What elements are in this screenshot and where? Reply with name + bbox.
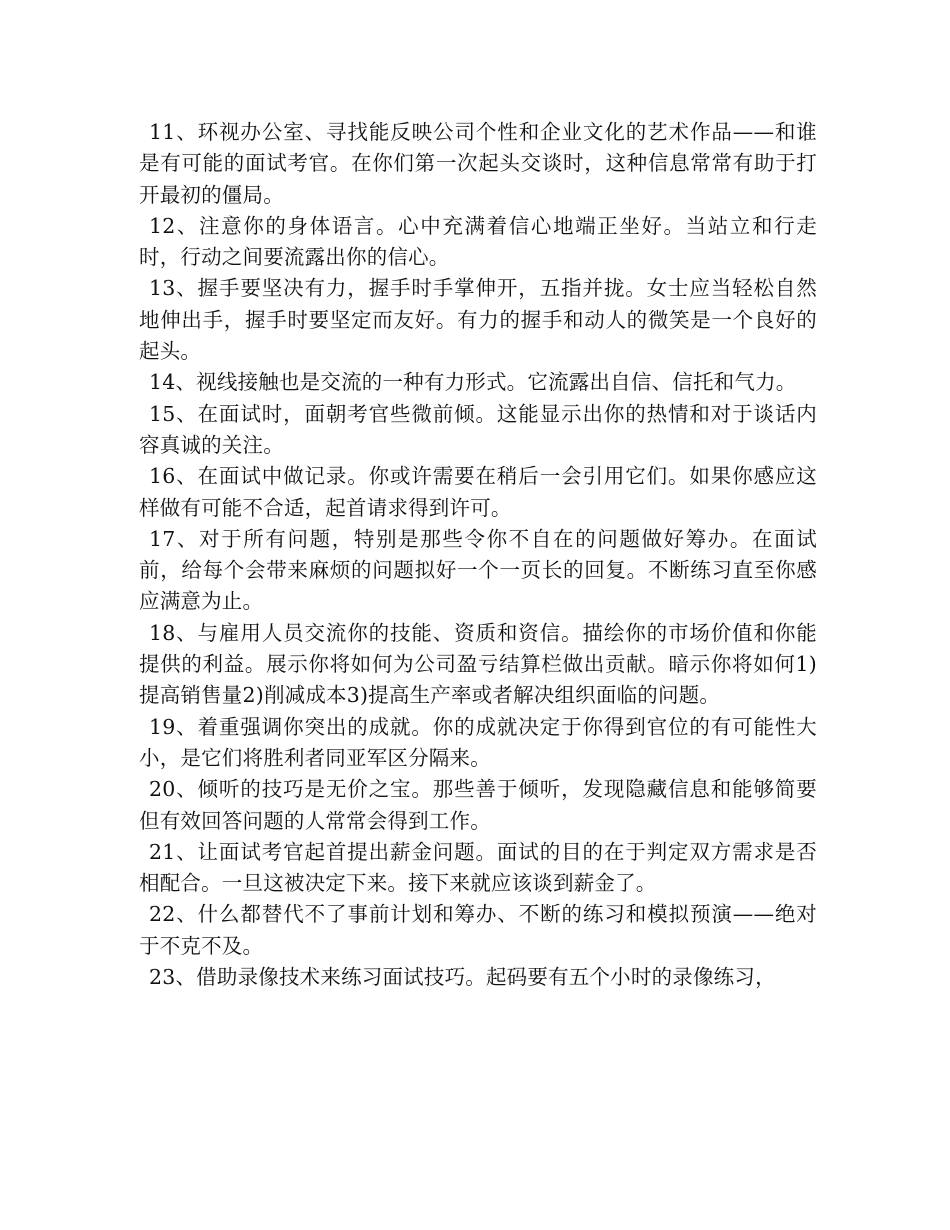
paragraph-19: 19、着重强调你突出的成就。你的成就决定于你得到官位的有可能性大小，是它们将胜利者同亚军区分隔来。 [139, 714, 817, 770]
paragraph-20: 20、倾听的技巧是无价之宝。那些善于倾听，发现隐藏信息和能够简要但有效回答问题的人常常会得到工作。 [139, 777, 817, 833]
paragraph-17: 17、对于所有问题，特别是那些令你不自在的问题做好筹办。在面试前，给每个会带来麻烦的问题拟好一个一页长的回复。不断练习直至你感应满意为止。 [139, 526, 817, 614]
document-body [139, 117, 817, 993]
paragraph-15: 15、在面试时，面朝考官些微前倾。这能显示出你的热情和对于谈话内容真诚的关注。 [139, 401, 817, 457]
paragraph-12: 12、注意你的身体语言。心中充满着信心地端正坐好。当站立和行走时，行动之间要流露出你的信心。 [139, 213, 817, 270]
paragraph-18: 18、与雇用人员交流你的技能、资质和资信。描绘你的市场价值和你能提供的利益。展示你将如何为公司盈亏结算栏做出贡献。暗示你将如何1)提高销售量2)削减成本3)提高生产率或者解决组织面临的问题。 [139, 620, 817, 708]
paragraph-11: 11、环视办公室、寻找能反映公司个性和企业文化的艺术作品——和谁是有可能的面试考官。在你们第一次起头交谈时，这种信息常常有助于打开最初的僵局。 [139, 120, 817, 207]
paragraph-16: 16、在面试中做记录。你或许需要在稍后一会引用它们。如果你感应这样做有可能不合适，起首请求得到许可。 [139, 464, 817, 520]
paragraph-14: 14、视线接触也是交流的一种有力形式。它流露出自信、信托和气力。 [149, 370, 797, 395]
paragraph-23: 23、借助录像技术来练习面试技巧。起码要有五个小时的录像练习， [149, 965, 776, 990]
paragraph-22: 22、什么都替代不了事前计划和筹办、不断的练习和模拟预演——绝对于不克不及。 [139, 902, 817, 958]
paragraph-21: 21、让面试考官起首提出薪金问题。面试的目的在于判定双方需求是否相配合。一旦这被决定下来。接下来就应该谈到薪金了。 [139, 839, 817, 896]
paragraph-13: 13、握手要坚决有力，握手时手掌伸开，五指并拢。女士应当轻松自然地伸出手，握手时要坚定而友好。有力的握手和动人的微笑是一个良好的起头。 [139, 276, 817, 364]
